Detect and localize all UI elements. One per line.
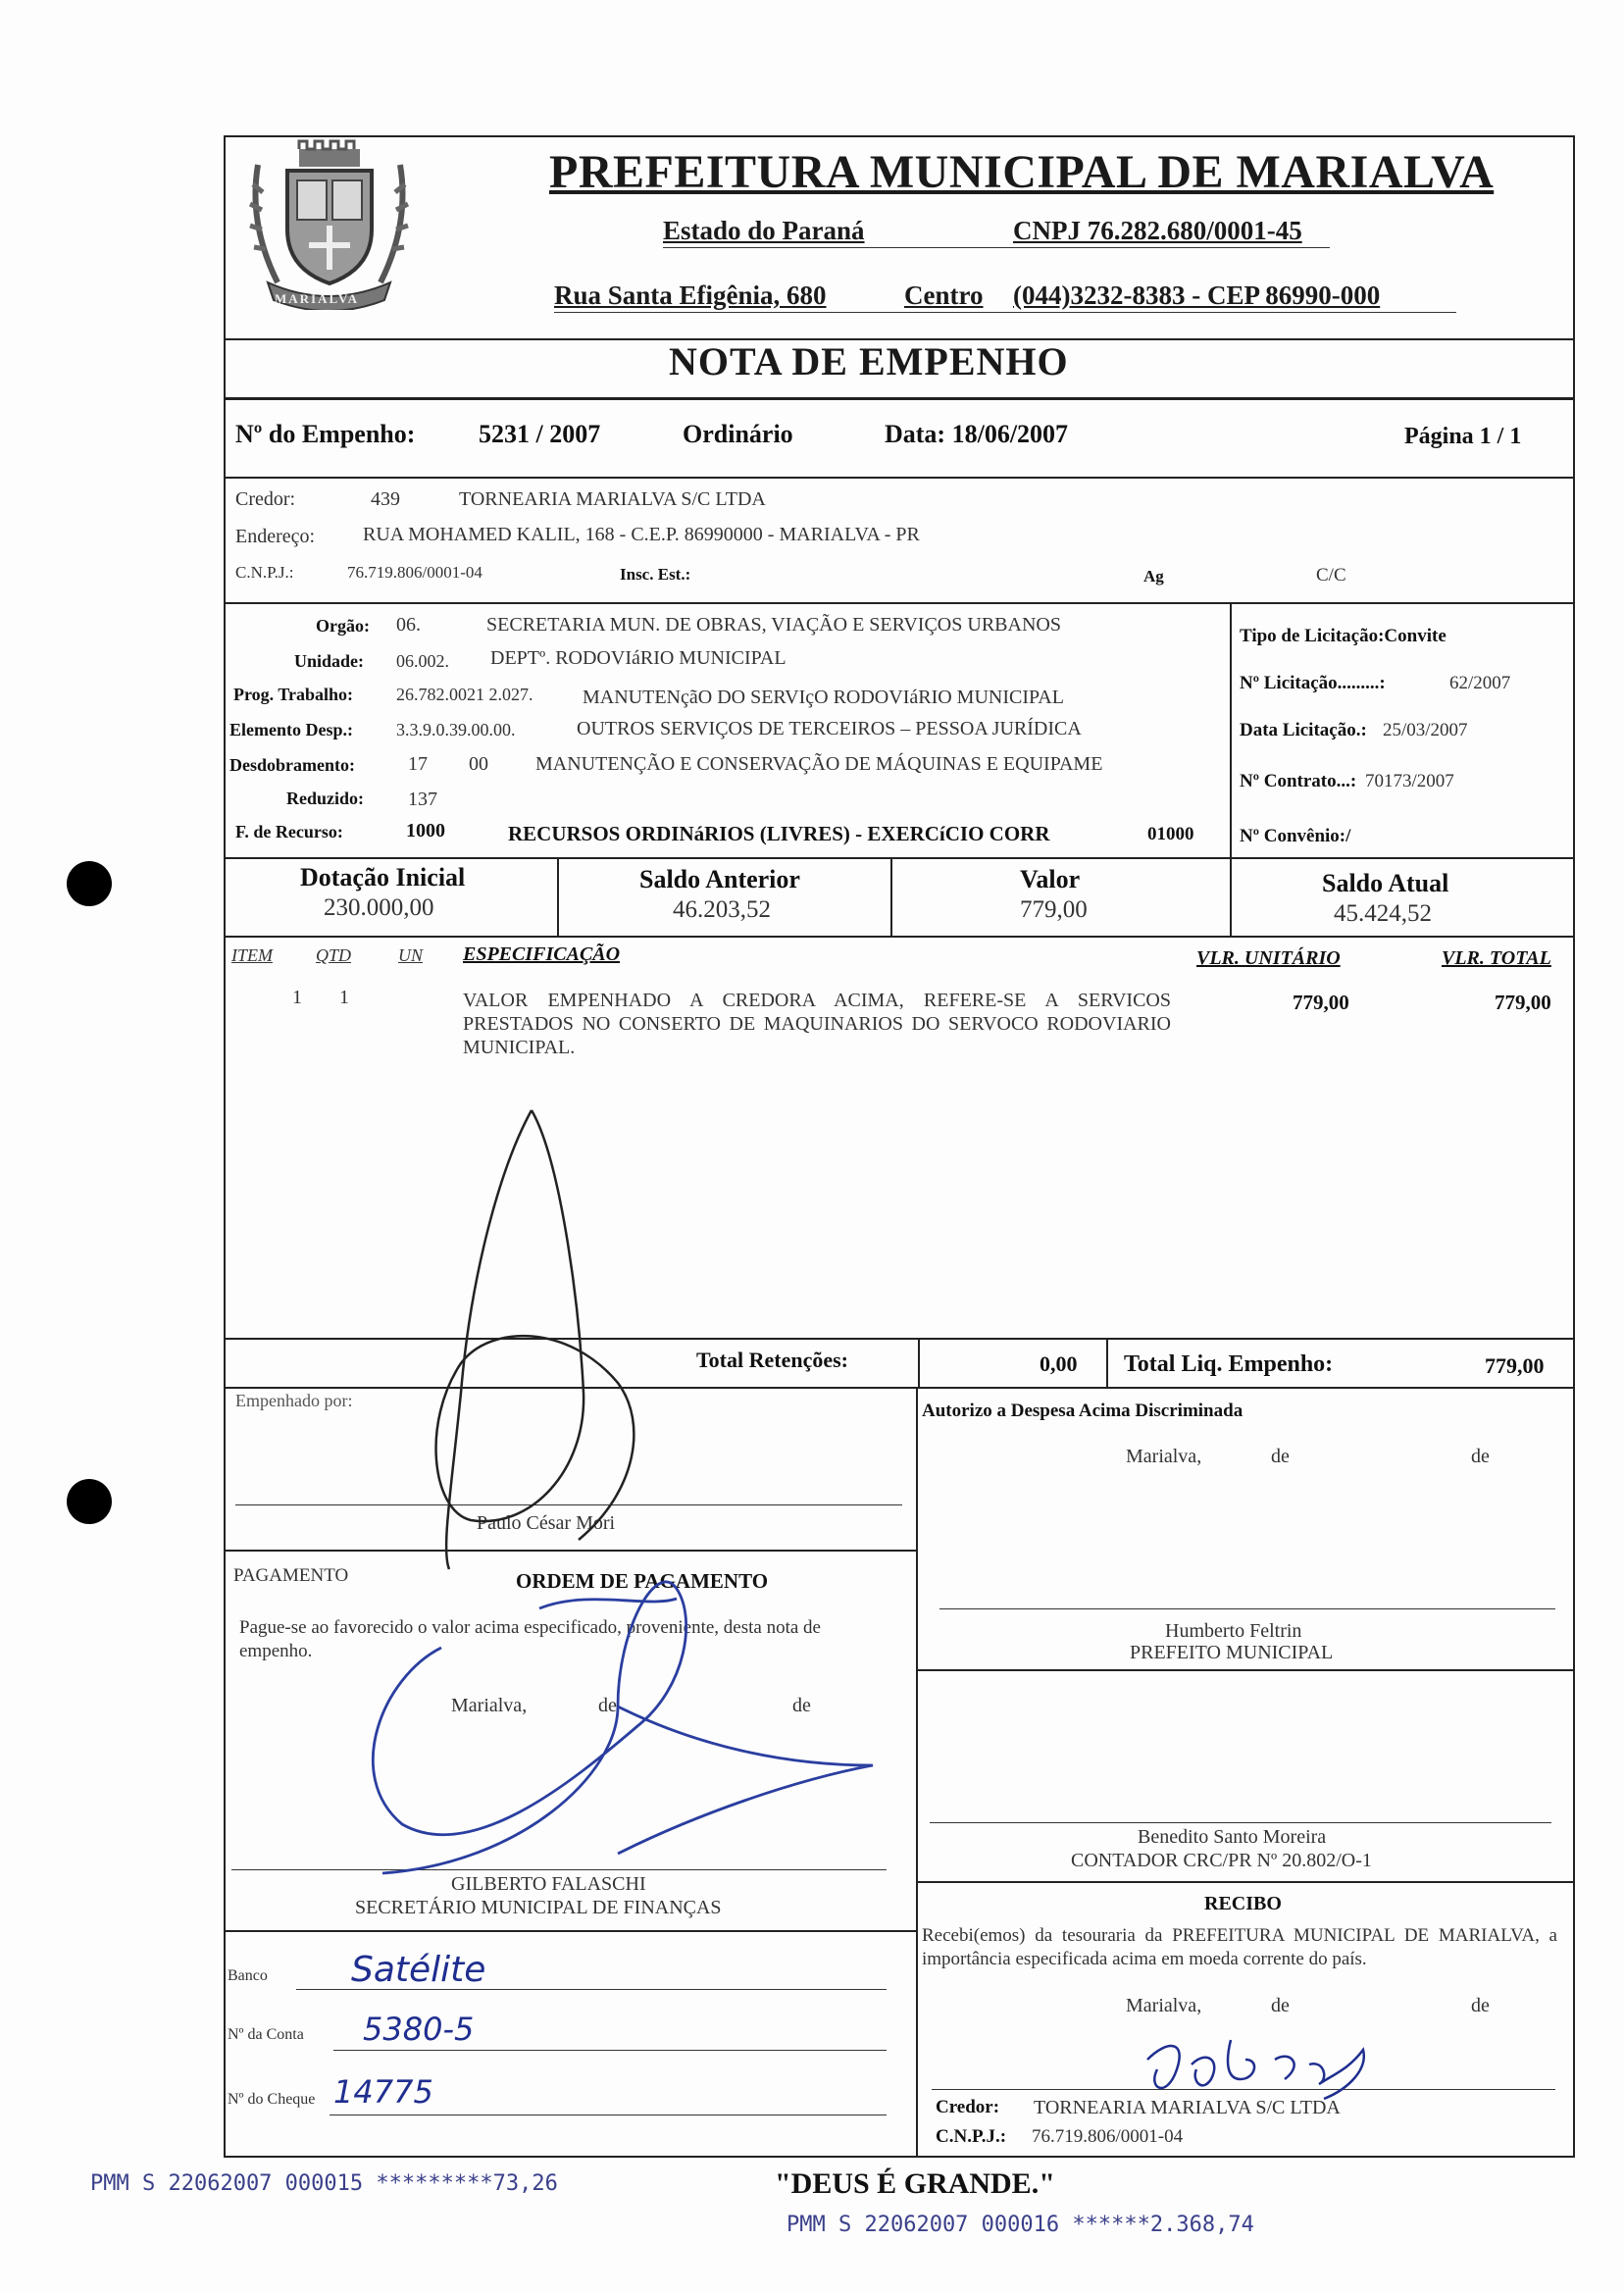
prefeito-role: PREFEITO MUNICIPAL bbox=[1130, 1642, 1334, 1663]
conta-label: Nº da Conta bbox=[228, 2026, 304, 2043]
reduzido-value: 137 bbox=[408, 789, 437, 810]
page-number: Página 1 / 1 bbox=[1404, 424, 1522, 449]
data-licitacao-label: Data Licitação.: bbox=[1240, 720, 1367, 740]
prog-trabalho-desc: MANUTENçãO DO SERVIçO RODOVIáRIO MUNICIPAL bbox=[583, 687, 1064, 708]
unidade-label: Unidade: bbox=[294, 651, 365, 671]
autorizo-title: Autorizo a Despesa Acima Discriminada bbox=[922, 1401, 1243, 1421]
header-district: Centro bbox=[904, 280, 984, 310]
empenho-date: Data: 18/06/2007 bbox=[885, 420, 1069, 448]
prefeito-name: Humberto Feltrin bbox=[1165, 1620, 1302, 1642]
contrato-value: 70173/2007 bbox=[1365, 771, 1454, 791]
contador-role: CONTADOR CRC/PR Nº 20.802/O-1 bbox=[1071, 1850, 1372, 1871]
reduzido-label: Reduzido: bbox=[286, 789, 365, 808]
credor-name: TORNEARIA MARIALVA S/C LTDA bbox=[459, 488, 766, 510]
signature-empenhado bbox=[412, 1098, 667, 1589]
empenho-type: Ordinário bbox=[683, 420, 793, 448]
recibo-text: Recebi(emos) da tesouraria da PREFEITURA MUNICIPAL DE MARIALVA, a importância especificada acima em moeda corrente do país. bbox=[922, 1925, 1557, 1969]
convenio: Nº Convênio:/ bbox=[1240, 826, 1351, 846]
pagamento-de2: de bbox=[792, 1695, 811, 1716]
credor-label: Credor: bbox=[235, 488, 296, 510]
unidade-code: 06.002. bbox=[396, 651, 449, 671]
page-title: PREFEITURA MUNICIPAL DE MARIALVA bbox=[549, 146, 1495, 198]
stamp-line-2: PMM S 22062007 000016 ******2.368,74 bbox=[787, 2213, 1254, 2237]
desdobramento-desc: MANUTENÇÃO E CONSERVAÇÃO DE MÁQUINAS E EQUIPAME bbox=[535, 753, 1103, 775]
col-total-header: VLR. TOTAL bbox=[1442, 947, 1551, 969]
saldo-anterior-value: 46.203,52 bbox=[673, 896, 771, 923]
signature-secretario bbox=[324, 1530, 912, 1903]
pagamento-de1: de bbox=[598, 1695, 617, 1716]
unidade-desc: DEPTº. RODOVIáRIO MUNICIPAL bbox=[490, 647, 787, 669]
contador-name: Benedito Santo Moreira bbox=[1138, 1826, 1327, 1848]
banco-value: Satélite bbox=[351, 1950, 486, 1990]
orgao-label: Orgão: bbox=[316, 616, 370, 636]
item-total-value: 779,00 bbox=[1495, 991, 1551, 1014]
valor-value: 779,00 bbox=[1020, 896, 1088, 923]
fonte-recurso-label: F. de Recurso: bbox=[235, 822, 343, 841]
seal-ribbon-text: MARIALVA bbox=[275, 291, 360, 306]
insc-label: Insc. Est.: bbox=[620, 565, 691, 584]
cheque-label: Nº do Cheque bbox=[228, 2091, 316, 2108]
ordem-pagamento-title: ORDEM DE PAGAMENTO bbox=[516, 1569, 769, 1593]
pagamento-label: PAGAMENTO bbox=[233, 1565, 349, 1586]
credor-code: 439 bbox=[371, 488, 400, 510]
saldo-atual-value: 45.424,52 bbox=[1334, 900, 1432, 927]
secretario-role: SECRETÁRIO MUNICIPAL DE FINANÇAS bbox=[355, 1897, 722, 1918]
desdobramento-code1: 17 bbox=[408, 753, 428, 775]
total-liquido-value: 779,00 bbox=[1485, 1353, 1545, 1378]
item-number: 1 bbox=[292, 987, 302, 1008]
signature-credor bbox=[1138, 2020, 1393, 2109]
punch-hole-top bbox=[67, 861, 112, 906]
empenho-number-label: Nº do Empenho: bbox=[235, 420, 416, 448]
agencia-label: Ag bbox=[1143, 567, 1164, 586]
punch-hole-bottom bbox=[67, 1479, 112, 1524]
pagamento-text: Pague-se ao favorecido o valor acima especificado, proveniente, desta nota de empenho. bbox=[239, 1617, 821, 1661]
pagamento-city: Marialva, bbox=[451, 1695, 528, 1716]
contrato-label: Nº Contrato...: bbox=[1240, 771, 1357, 791]
coat-of-arms-icon bbox=[238, 135, 420, 310]
item-qtd: 1 bbox=[339, 987, 349, 1008]
recibo-de1: de bbox=[1271, 1995, 1290, 2016]
orgao-desc: SECRETARIA MUN. DE OBRAS, VIAÇÃO E SERVIÇOS URBANOS bbox=[486, 614, 1061, 636]
prog-trabalho-code: 26.782.0021 2.027. bbox=[396, 685, 533, 704]
header-phone-cep: (044)3232-8383 - CEP 86990-000 bbox=[1013, 280, 1381, 310]
dotacao-inicial-value: 230.000,00 bbox=[324, 894, 434, 921]
col-qtd-header: QTD bbox=[316, 945, 352, 965]
elemento-label: Elemento Desp.: bbox=[229, 720, 353, 739]
data-licitacao: 25/03/2007 bbox=[1383, 720, 1468, 740]
autorizo-de1: de bbox=[1271, 1446, 1290, 1467]
cheque-value: 14775 bbox=[333, 2073, 433, 2111]
document-title: NOTA DE EMPENHO bbox=[669, 339, 1069, 383]
orgao-code: 06. bbox=[396, 614, 421, 636]
col-item-header: ITEM bbox=[231, 945, 273, 965]
empenhado-por-name: Paulo César Mori bbox=[477, 1512, 616, 1534]
stamp-line-1: PMM S 22062007 000015 *********73,26 bbox=[90, 2171, 558, 2196]
footer-motto: "DEUS É GRANDE." bbox=[775, 2167, 1055, 2200]
credor-cnpj: 76.719.806/0001-04 bbox=[347, 563, 482, 582]
recibo-title: RECIBO bbox=[1204, 1893, 1282, 1914]
header-state: Estado do Paraná bbox=[663, 216, 865, 245]
prog-trabalho-label: Prog. Trabalho: bbox=[233, 685, 354, 704]
empenho-number: 5231 / 2007 bbox=[479, 420, 601, 448]
credor-cnpj-label: C.N.P.J.: bbox=[235, 563, 294, 582]
col-un-header: UN bbox=[398, 945, 424, 965]
valor-label: Valor bbox=[1020, 865, 1081, 893]
autorizo-city: Marialva, bbox=[1126, 1446, 1202, 1467]
conta-value: 5380-5 bbox=[363, 2011, 475, 2048]
item-spec: VALOR EMPENHADO A CREDORA ACIMA, REFERE-SE A SERVICOS PRESTADOS NO CONSERTO DE MAQUINARIOS DO SERVOCO RODOVIARIO MUNICIPAL. bbox=[463, 990, 1171, 1058]
numero-licitacao: 62/2007 bbox=[1449, 673, 1511, 693]
elemento-code: 3.3.9.0.39.00.00. bbox=[396, 720, 516, 739]
tipo-licitacao: Tipo de Licitação:Convite bbox=[1240, 626, 1446, 646]
recibo-credor-label: Credor: bbox=[936, 2097, 1000, 2117]
desdobramento-code2: 00 bbox=[469, 753, 488, 775]
recibo-de2: de bbox=[1471, 1995, 1490, 2016]
recibo-city: Marialva, bbox=[1126, 1995, 1202, 2016]
endereco-value: RUA MOHAMED KALIL, 168 - C.E.P. 86990000 - MARIALVA - PR bbox=[363, 524, 920, 545]
elemento-desc: OUTROS SERVIÇOS DE TERCEIROS – PESSOA JURÍDICA bbox=[577, 718, 1082, 739]
total-retencoes-value: 0,00 bbox=[1040, 1351, 1078, 1376]
recibo-cnpj-value: 76.719.806/0001-04 bbox=[1032, 2126, 1184, 2147]
saldo-anterior-label: Saldo Anterior bbox=[639, 865, 800, 893]
item-unit-value: 779,00 bbox=[1293, 991, 1349, 1014]
fonte-recurso-desc: RECURSOS ORDINáRIOS (LIVRES) - EXERCíCIO CORR bbox=[508, 822, 1050, 845]
secretario-name: GILBERTO FALASCHI bbox=[451, 1873, 646, 1895]
conta-corrente-label: C/C bbox=[1316, 565, 1346, 586]
recibo-credor-value: TORNEARIA MARIALVA S/C LTDA bbox=[1034, 2097, 1341, 2118]
desdobramento-label: Desdobramento: bbox=[229, 755, 355, 775]
endereco-label: Endereço: bbox=[235, 526, 316, 547]
fonte-recurso-num: 01000 bbox=[1147, 824, 1194, 844]
total-retencoes-label: Total Retenções: bbox=[696, 1348, 848, 1372]
dotacao-inicial-label: Dotação Inicial bbox=[300, 863, 466, 892]
header-cnpj: CNPJ 76.282.680/0001-45 bbox=[1013, 216, 1302, 245]
header-address: Rua Santa Efigênia, 680 bbox=[554, 280, 827, 310]
numero-licitacao-label: Nº Licitação.........: bbox=[1240, 673, 1386, 693]
recibo-cnpj-label: C.N.P.J.: bbox=[936, 2126, 1007, 2147]
saldo-atual-label: Saldo Atual bbox=[1322, 869, 1449, 897]
total-liquido-label: Total Liq. Empenho: bbox=[1124, 1351, 1334, 1377]
empenhado-por-label: Empenhado por: bbox=[235, 1391, 353, 1410]
autorizo-de2: de bbox=[1471, 1446, 1490, 1467]
fonte-recurso-code: 1000 bbox=[406, 820, 445, 841]
col-spec-header: ESPECIFICAÇÃO bbox=[463, 943, 621, 965]
col-unit-header: VLR. UNITÁRIO bbox=[1196, 947, 1341, 969]
banco-label: Banco bbox=[228, 1967, 268, 1984]
